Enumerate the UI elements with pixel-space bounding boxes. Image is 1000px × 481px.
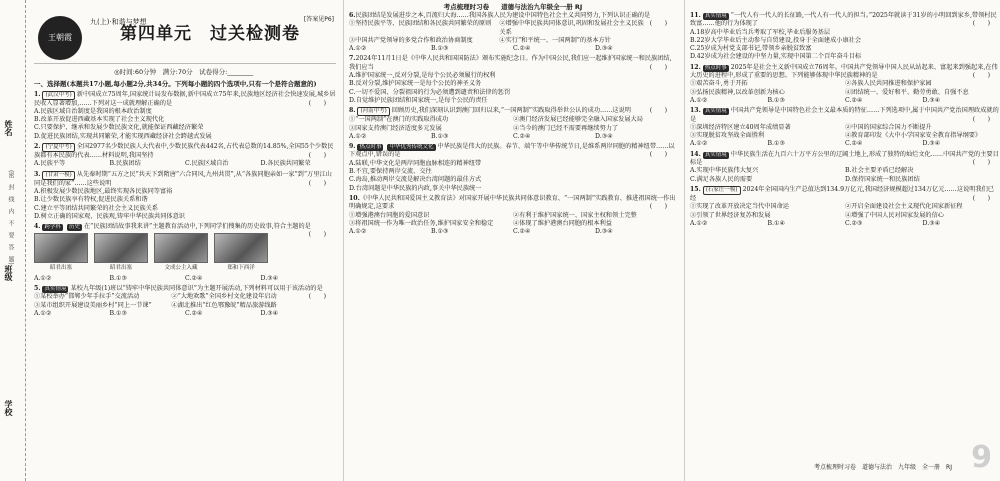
answer-option: D.③④ [922, 96, 941, 104]
option: B.①③ [109, 274, 128, 282]
answer-options [349, 228, 677, 236]
option: ④增强了中国人民对国家发展的信心 [845, 211, 944, 219]
answer-option: C.②④ [513, 228, 531, 236]
options [349, 20, 650, 45]
options [34, 293, 309, 310]
question-stem [349, 55, 677, 72]
illustration-caption: 郑和下西洋 [227, 265, 255, 272]
question-text: 2024年全国国内生产总值达到134.9万亿元,我国经济规模超过134万亿元……这说明我们已经 [690, 185, 994, 202]
seal-note: (密 封 线 内 不 要 答 题) [7, 170, 14, 265]
question [690, 151, 1000, 184]
page-number: 9 [971, 440, 992, 475]
question-stem [690, 12, 1000, 29]
illustration [214, 233, 268, 272]
top-banner-left: 考点梳理时习卷 [443, 3, 490, 11]
illustration-picture [214, 233, 268, 263]
answer-bracket: ( ) [649, 151, 667, 159]
option: ②有利于维护国家统一、国家主权和领土完整 [513, 211, 637, 219]
question-number: 14. [690, 150, 701, 158]
options [34, 188, 336, 221]
answer-bracket: ( ) [649, 107, 667, 115]
answer-bracket: ( ) [308, 179, 326, 187]
image-row [34, 233, 309, 272]
question [690, 12, 1000, 62]
question-stem [34, 171, 336, 188]
question [34, 91, 336, 141]
question-tag: (河南中考) [357, 107, 389, 116]
question-tag: 热点时事 [704, 64, 727, 71]
option: C.海岛,推动两岸交流是解决台湾问题的最佳方式 [349, 176, 482, 184]
question [34, 223, 336, 283]
answer-option: C.②④ [513, 132, 531, 140]
option: C.建立平等团结共同繁荣的社会主义民族关系 [34, 204, 159, 212]
question-tag: (武汉中考) [42, 91, 74, 100]
question-stem [349, 195, 677, 212]
question-stem [349, 107, 677, 116]
question [34, 171, 336, 221]
answer-option: D.③④ [922, 219, 941, 227]
option: A.18岁高中毕业后当兵考取了军校,毕业后服务基层 [690, 28, 831, 36]
question-number: 4. [34, 223, 41, 231]
option: ③弘扬民族精神,以改革创新为核心 [690, 88, 785, 96]
question-number: 3. [34, 170, 41, 178]
options [690, 80, 1000, 97]
question [690, 107, 1000, 148]
answer-option: B.①③ [767, 96, 786, 104]
question-stem [349, 143, 677, 160]
question [349, 12, 677, 53]
answer-options [690, 220, 1000, 228]
option: ③实现脱贫攻坚战全面胜利 [690, 132, 765, 140]
option: ③引领了世界经济复苏和发展 [690, 211, 771, 219]
answer-option: C.②③ [845, 219, 863, 227]
answer-option: B.①④ [767, 219, 786, 227]
question-stem [34, 223, 336, 239]
option: ④当今的澳门已经不需要再继续努力了 [513, 124, 619, 132]
question-list-col3 [690, 12, 1000, 228]
answer-bracket: ( ) [308, 293, 326, 301]
answer-option: C.②④ [845, 140, 863, 148]
illustration-caption: 文成公主入藏 [164, 265, 198, 272]
answer-options [690, 97, 1000, 105]
option: B.反对分裂,维护国家统一是每个公民的神圣义务 [349, 80, 482, 88]
question-number: 13. [690, 107, 701, 115]
option: ④实行“和平统一、一国两制”的基本方针 [499, 36, 611, 44]
option: ④湖北推出“红色鄂豫皖”精品旅游线路 [171, 301, 277, 309]
question-tag: (石家庄一模) [703, 186, 741, 195]
question-tag: 历史 [68, 224, 80, 231]
question-number: 2. [34, 143, 41, 151]
question [690, 64, 1000, 105]
binding-sidebar [0, 0, 26, 481]
options [349, 116, 677, 133]
answer-options [34, 310, 336, 318]
question-number: 1. [34, 90, 41, 98]
answer-options [690, 140, 1000, 148]
column-3 [684, 0, 1000, 481]
answer-option: D.③④ [595, 45, 613, 53]
option: ①坚持民族平等、民族团结和各民族共同繁荣的原则 [349, 20, 492, 28]
option: ①“一国两制”在澳门的实践取得成功 [349, 116, 449, 124]
option: C.只要保护、继承和发展少数民族文化,就能保证西藏经济繁荣 [34, 124, 204, 132]
question-text: 中国共产党领导是中国特色社会主义最本质的特征……下列选项中,属于中国共产党治国理政成就的是 [690, 107, 999, 123]
question-stem [690, 186, 1000, 203]
question-text: 从先秦时期“五方之民”共天下到隋唐“六合同风,九州共贯”,从“各族同胞亲如一家”到“万里江山同是我们的家”……这些说明 [34, 170, 332, 187]
question [34, 143, 336, 169]
question [349, 143, 677, 193]
question-tag: 中华优秀传统文化 [389, 144, 434, 151]
option: B.民族团结 [109, 160, 141, 168]
question-text: 某校九年级(1)班以“铸牢中华民族共同体意识”为主题开展活动,下列材料可以用于该活动的是 [70, 285, 323, 293]
option: C.②④ [185, 274, 203, 282]
question-stem [34, 91, 336, 108]
answer-options [349, 133, 677, 141]
option: A.民族区域自治制度是我国的根本政治制度 [34, 107, 152, 115]
option: ①某校举办“邯郸少年手拉手”交流活动 [34, 293, 140, 301]
option: ②各族人民共同推进和保护家园 [845, 80, 932, 88]
question-text: “一代人有一代人的长征路,一代人有一代人的担当。”2025年就读于31岁的小明回到家乡,带领村民致富……他的行为体现了 [690, 12, 997, 28]
option: D.保持国家统一和民族团结 [845, 175, 920, 183]
answer-option: B.①③ [431, 228, 449, 236]
column-1 [34, 0, 336, 481]
options [34, 275, 336, 283]
question-tag: 真实情境 [704, 13, 727, 19]
answer-bracket: ( ) [649, 63, 667, 71]
question-text: 中华民族生活在九百六十万平方公里的辽阔土地上,形成了独特的灿烂文化……中国共产党的主要目标是 [690, 150, 999, 167]
class-label: 班级 [4, 265, 13, 281]
options [34, 160, 336, 168]
question-text: 在“民族团结故事我来讲”主题教育活动中,下列同学们搜集的历史故事,符合主题的是 [84, 223, 311, 231]
question-text: 全国2977名少数民族人大代表中,少数民族代表442名,占代表总数的14.85%,全国55个少数民族都有本民族的代表……材料说明,我国坚持 [34, 143, 334, 160]
option: A.民族平等 [34, 160, 66, 168]
question [349, 55, 677, 105]
option: A.①② [34, 274, 52, 282]
option: ①增强港澳台同胞的爱国意识 [349, 211, 430, 219]
question-stem [690, 151, 1000, 168]
question-number: 8. [349, 107, 356, 115]
option: ③某市组织开展建设美丽乡村“同上一节课” [34, 301, 152, 309]
answer-option: D.③④ [922, 140, 941, 148]
question-text: 回顾历史,我们深刻认识到澳门回归以来,“一国两制”实践取得举世公认的成功……这说明 [391, 107, 631, 115]
question-tag: 真实情境 [704, 151, 727, 158]
option: B.不宜,要保持两岸交流、交往 [349, 168, 432, 176]
question [349, 195, 677, 236]
question-number: 12. [690, 63, 701, 71]
answer-option: B.①③ [109, 309, 128, 317]
answer-option: B.①③ [431, 132, 449, 140]
question-list-col2 [349, 12, 677, 236]
question-tag: 真实情境 [704, 108, 727, 115]
options [349, 160, 677, 193]
answer-option: A.①② [690, 96, 708, 104]
answer-reference: [答案见P6] [303, 16, 334, 23]
answer-bracket: ( ) [972, 20, 990, 28]
option: C.满足各族人民的需要 [690, 175, 753, 183]
option: ②“大地欢歌”全国乡村文化建设年启动 [171, 293, 277, 301]
option: A.实现中华民族伟大复兴 [690, 167, 759, 175]
option: ②中国的国家综合国力不断提升 [845, 123, 932, 131]
option: ③中国共产党领导的多党合作和政治协商制度 [349, 36, 473, 44]
option: A.维护国家统一,反对分裂,是每个公民必须履行的权利 [349, 72, 496, 80]
answer-option: B.①③ [767, 140, 786, 148]
answer-bracket: ( ) [972, 159, 990, 167]
illustration-picture [34, 233, 88, 263]
options [690, 124, 1000, 141]
question-stem [34, 143, 336, 160]
option: B.社会主要矛盾已经解决 [845, 167, 914, 175]
option: D.③④ [260, 274, 279, 282]
answer-bracket: ( ) [972, 72, 990, 80]
option: ③国家支持澳门经济适度多元发展 [349, 124, 442, 132]
question-text: 民族团结是发展进步之本,百流归大海……我国各族人民为建设中国特色社会主义共同努力,下列认识正确的是 [355, 12, 651, 19]
option: D.各民族共同繁荣 [260, 160, 311, 168]
question-text: 2025年是社会主义新中国成立76周年。中国共产党领导中国人民从站起来、富起来到强起来,在伟大历史的进程中,形成了重要的思想。下列能够体现中华民族精神的是 [690, 63, 998, 80]
question-text: 新中国成立75周年,国家统计局发布数据,新中国成立75年来,民族地区经济社会快速发展,城乡居民收入显著增加,……下列对这一成就理解正确的是 [34, 90, 336, 107]
option: A.积极发展少数民族地区,最终实现各民族同等富裕 [34, 187, 173, 195]
option: B.改革开放促进西藏基本实现了社会主义现代化 [34, 116, 165, 124]
question-number: 5. [34, 285, 41, 293]
answer-bracket: ( ) [649, 203, 667, 211]
question-number: 7. [349, 55, 356, 63]
question-tag: 跨学科 [44, 224, 61, 231]
answer-option: C.②④ [185, 309, 203, 317]
question-tag: (甘肃一模) [42, 171, 74, 180]
question-text: 中华民族是伟大的民族。春节、端午等中华传统节日,是维系两岸同胞的精神纽带……以下观点中,错误的是 [349, 143, 675, 159]
answer-option: D.③④ [595, 228, 613, 236]
option: ②澳门经济发展已经能够完全融入国家发展大局 [513, 116, 643, 124]
publisher-logo: 王朝霞 [38, 16, 82, 60]
top-banner-right: 道德与法治九年级全一册 RJ [501, 3, 583, 11]
question [690, 186, 1000, 228]
option: B.22岁大学毕业后主动参与自贸建设,投身于全面建成小康社会 [690, 36, 862, 44]
answer-bracket: ( ) [972, 115, 990, 123]
answer-bracket: ( ) [649, 20, 667, 28]
option: C.民族区域自治 [185, 160, 229, 168]
option: C.25岁成为村党支部书记,带领乡亲脱贫致富 [690, 45, 812, 53]
question-number: 11. [690, 12, 701, 19]
name-label: 姓名 [4, 120, 13, 136]
answer-option: A.①② [34, 309, 52, 317]
options [34, 108, 336, 141]
illustration [94, 233, 148, 272]
answer-option: C.②④ [513, 45, 531, 53]
option: D.自觉维护民族团结和国家统一,是每个公民的责任 [349, 96, 488, 104]
option: ①艰苦奋斗,勇于开拓 [690, 80, 748, 88]
question-text: 2024年11月1日是《中华人民共和国国防法》颁布实施纪念日。作为中国公民,我们应一起维护国家统一和民族团结,我们应当 [349, 55, 672, 71]
page-footer: 考点梳理时习卷 道德与法治 九年级 全一册 RJ [814, 464, 952, 471]
question-list-col1 [34, 91, 336, 319]
question-number: 6. [349, 12, 356, 19]
answer-option: B.①③ [431, 45, 449, 53]
option: ④体现了维护港澳台同胞的根本利益 [513, 219, 612, 227]
school-label: 学校 [4, 400, 13, 416]
option: A.陆联,中华文化是两岸同胞血脉相连的精神纽带 [349, 159, 482, 167]
question-stem [690, 64, 1000, 81]
option: D.树立正确的国家观、民族观,铸牢中华民族共同体意识 [34, 212, 185, 220]
answer-options [349, 45, 677, 53]
illustration-caption: 昭君出塞 [109, 265, 132, 272]
exam-meta: ◎时间:60分钟 满分:70分 试卷得分:________ [114, 68, 254, 76]
options [690, 203, 1000, 220]
unit-title: 第四单元 过关检测卷 [120, 24, 300, 44]
answer-option: D.③④ [595, 132, 613, 140]
answer-option: D.③④ [260, 309, 279, 317]
question [34, 285, 336, 318]
illustration [154, 233, 208, 272]
answer-option: A.①② [690, 140, 708, 148]
option: ③将祖国统一作为唯一政治任务,维护国家安全和稳定 [349, 219, 494, 227]
question-tag: 热点时事 [359, 144, 382, 151]
option: ②开启全面建设社会主义现代化国家新征程 [845, 203, 963, 211]
question-tag: (宁夏中考) [42, 143, 74, 152]
illustration-picture [94, 233, 148, 263]
question-text: 《中华人民共和国爱国主义教育法》对国家开展中华民族共同体意识教育、“一国两制”实践教育、推进祖国统一作出明确规定,这要求 [349, 194, 676, 211]
illustration [34, 233, 88, 272]
option: D.促进民族团结,实现共同繁荣,才能实现西藏经济社会跨越式发展 [34, 132, 212, 140]
question-number: 15. [690, 185, 701, 193]
answer-option: A.①② [349, 228, 367, 236]
option: ①深圳经济特区建立40周年成绩显著 [690, 123, 791, 131]
answer-option: A.①② [349, 132, 367, 140]
answer-option: C.②④ [845, 96, 863, 104]
question-number: 9. [349, 143, 356, 151]
options [349, 212, 677, 229]
option: ②增强中华民族共同体意识,巩固和发展社会主义民族关系 [499, 20, 644, 36]
answer-bracket: ( ) [308, 152, 326, 160]
option: ①实现了改革开放决定当代中国命运 [690, 203, 789, 211]
answer-bracket: ( ) [972, 194, 990, 202]
question [349, 107, 677, 141]
option: ④团结统一、爱好和平、勤劳勇敢、自强不息 [845, 88, 969, 96]
answer-option: A.①② [349, 45, 367, 53]
course-title: 九(上)·和谐与梦想 [90, 18, 147, 26]
answer-bracket: ( ) [308, 99, 326, 107]
illustration-caption: 昭君出塞 [49, 265, 72, 272]
illustration-picture [154, 233, 208, 263]
options [690, 167, 1000, 184]
section-title: 一、选择题(本题共17小题,每小题2分,共34分。下列每小题的四个选项中,只有一个是符合题意的) [34, 80, 317, 89]
options [690, 29, 1000, 62]
option: D.台湾问题是中华民族的内政,事关中华民族统一 [349, 184, 482, 192]
options [349, 72, 677, 105]
option: D.42岁成为社会建设的中坚力量,实现中国第二个百年奋斗目标 [690, 53, 862, 61]
column-2 [343, 0, 677, 481]
exam-header [34, 12, 336, 64]
question-stem [690, 107, 1000, 124]
answer-bracket: ( ) [308, 231, 326, 239]
option: C.一切不爱国、分裂祖国的行为必须遭到谴责和法律的惩罚 [349, 88, 511, 96]
option: ④教育部印发《大中小学国家安全教育指导纲要》 [845, 132, 982, 140]
option: B.让少数民族享有特权,促进民族关系和谐 [34, 196, 148, 204]
answer-option: A.①② [690, 219, 708, 227]
question-tag: 真实情境 [44, 286, 67, 293]
question-number: 10. [349, 194, 360, 202]
